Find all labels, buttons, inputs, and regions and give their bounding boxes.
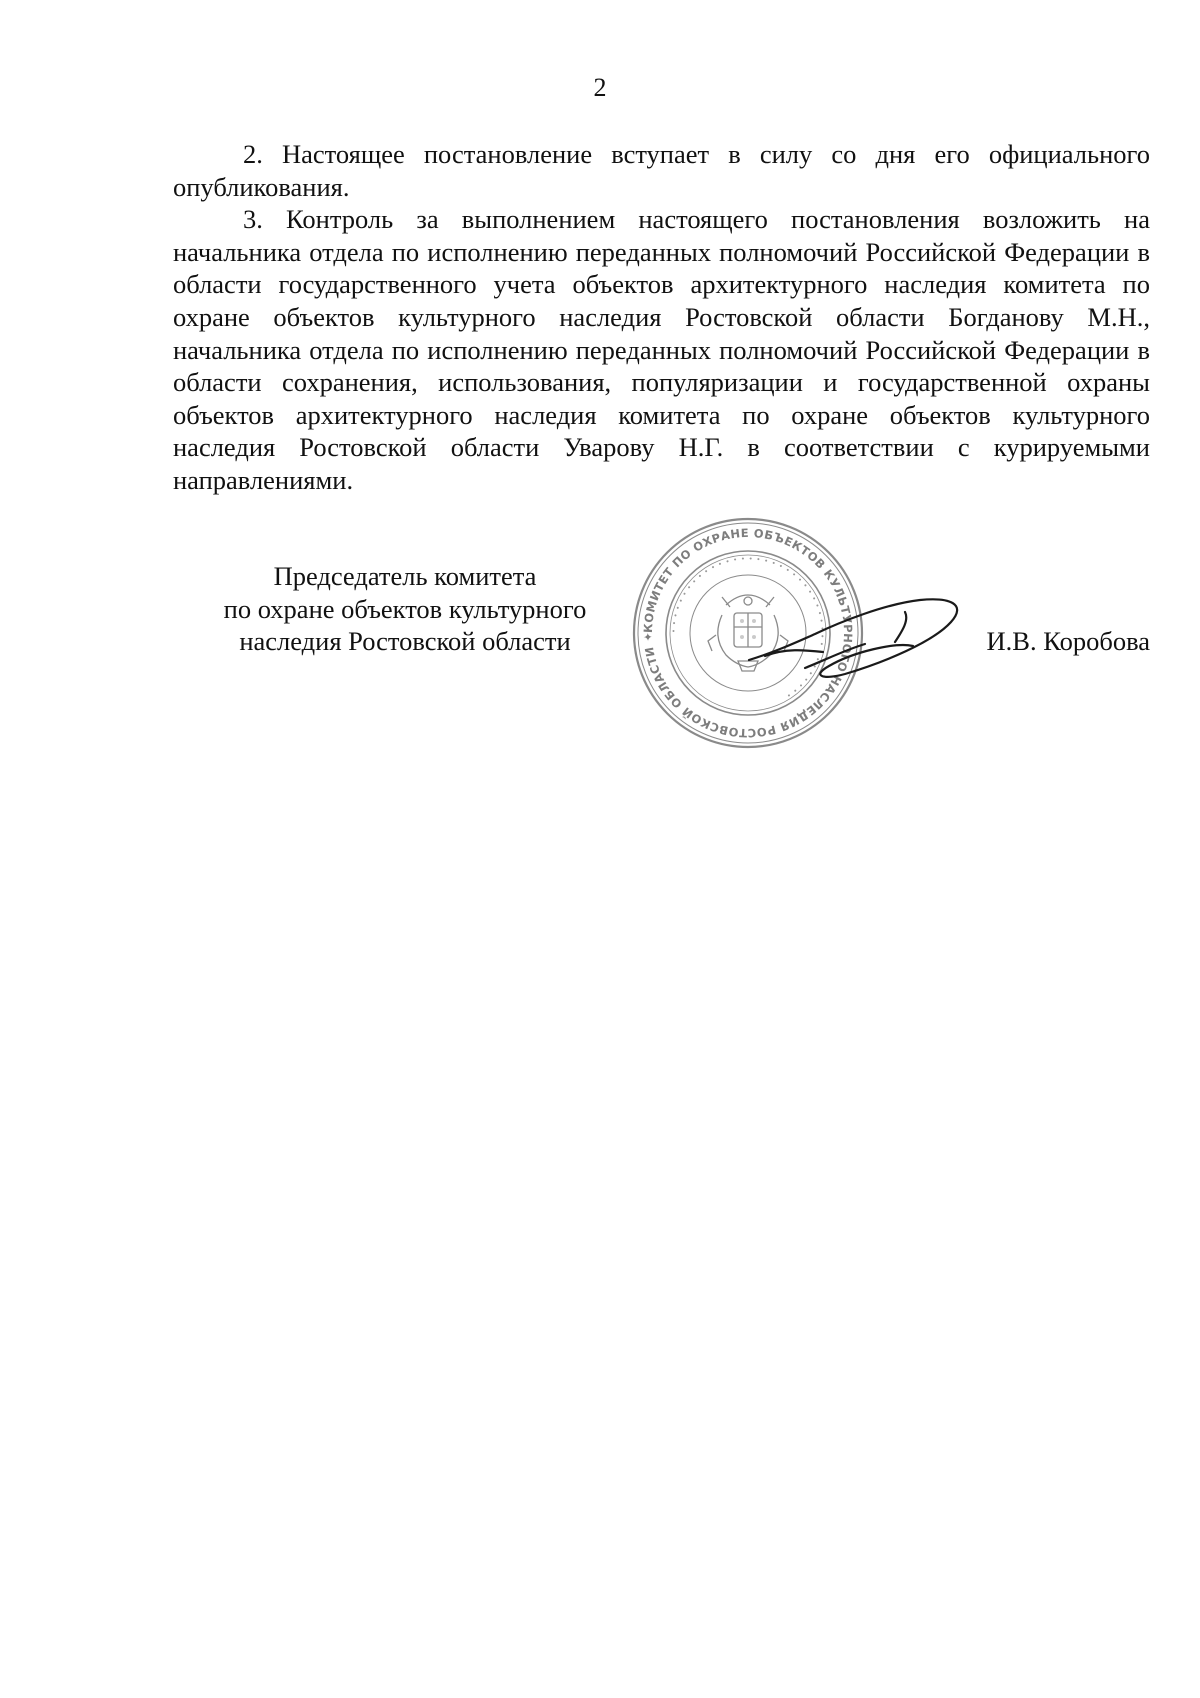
paragraph-2: 2. Настоящее постановление вступает в силу со дня его официального опубликования.: [173, 139, 1150, 202]
signatory-position-line: Председатель комитета: [273, 561, 537, 591]
handwritten-signature-icon: [745, 590, 970, 710]
signatory-position: [190, 560, 620, 658]
page-number: 2: [593, 73, 607, 102]
svg-text:• • • • • • • • • • • • • • •: • • • • • • • • • • • • • • • • • • • • • • • • • • • • • • • • • • • • • • • •: [669, 554, 827, 700]
signatory-position-line: наследия Ростовской области: [239, 626, 571, 657]
signatory-name: И.В. Коробова: [986, 626, 1150, 656]
signatory-position-line: по охране объектов культурного: [223, 593, 587, 624]
paragraph-3: 3. Контроль за выполнением настоящего постановления возложить на начальника отдела по исполнению переданных полномочий Российской Федерации в области государственного учета объектов архитектурного наследия комитета по охране объектов культурного наследия Ростовской области Богданову М.Н., начальника отдела по исполнению переданных полномочий Российской Федерации в области сохранения, использования, популяризации и государственной охраны объектов архитектурного наследия комитета по охране объектов культурного наследия Ростовской области Уварову Н.Г. в соответствии с курируемыми направлениями.: [173, 204, 1150, 495]
body-text: [173, 138, 1150, 497]
svg-text:КОМИТЕТ ПО ОХРАНЕ ОБЪЕКТОВ КУЛ: КОМИТЕТ ПО ОХРАНЕ ОБЪЕКТОВ КУЛЬТУРНОГО НАСЛЕДИЯ РОСТОВСКОЙ ОБЛАСТИ ✦: [640, 525, 856, 741]
signature-block: [0, 560, 1200, 760]
